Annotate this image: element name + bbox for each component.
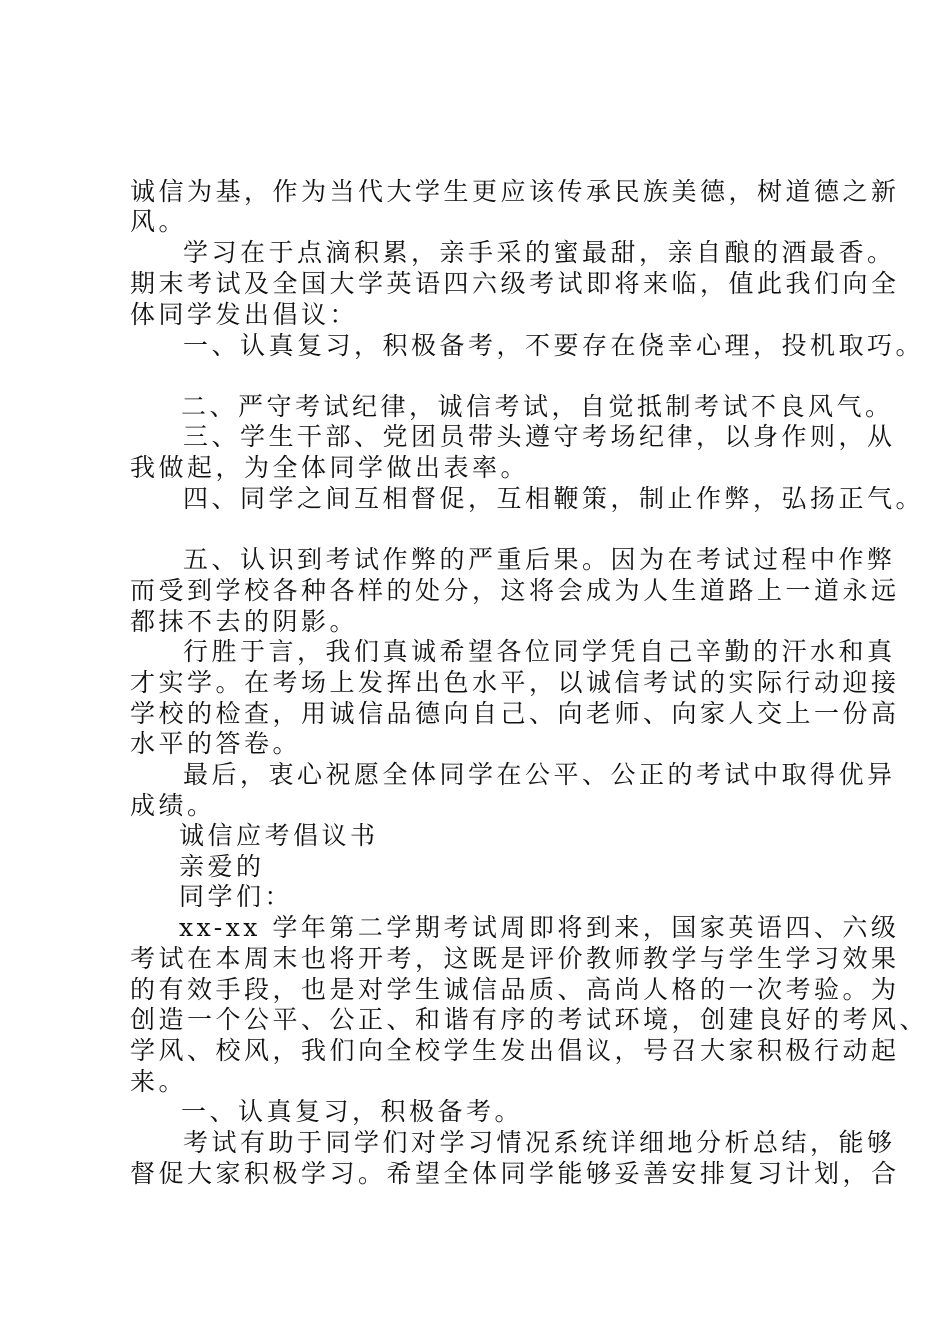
text-line: 二、严守考试纪律，诚信考试，自觉抵制考试不良风气。 (181, 392, 894, 421)
text-line: 成绩。 (130, 791, 216, 820)
text-line: 四、同学之间互相督促，互相鞭策，制止作弊，弘扬正气。 (183, 484, 925, 513)
text-line: 学习在于点滴积累，亲手采的蜜最甜，亲自酿的酒最香。 (183, 238, 896, 267)
text-line: 来。 (130, 1067, 188, 1096)
text-line: 体同学发出倡议： (130, 300, 359, 329)
text-line: 诚信为基，作为当代大学生更应该传承民族美德，树道德之新 (130, 177, 900, 206)
text-line: 水平的答卷。 (130, 729, 302, 758)
text-line: 一、认真复习，积极备考，不要存在侥幸心理，投机取巧。 (183, 331, 925, 360)
text-line: 考试有助于同学们对学习情况系统详细地分析总结，能够 (183, 1128, 896, 1157)
text-line: 才实学。在考场上发挥出色水平，以诚信考试的实际行动迎接 (130, 668, 900, 697)
text-line: 行胜于言，我们真诚希望各位同学凭自己辛勤的汗水和真 (183, 637, 896, 666)
text-line: 最后，衷心祝愿全体同学在公平、公正的考试中取得优异 (183, 760, 896, 789)
text-line: 学校的检查，用诚信品德向自己、向老师、向家人交上一份高 (130, 699, 900, 728)
text-line: 考试在本周末也将开考，这既是评价教师教学与学生学习效果 (130, 944, 900, 973)
text-line: 诚信应考倡议书 (179, 821, 379, 850)
text-line: 一、认真复习，积极备考。 (181, 1097, 524, 1126)
text-line: 而受到学校各种各样的处分，这将会成为人生道路上一道永远 (130, 576, 900, 605)
text-line: 的有效手段，也是对学生诚信品质、高尚人格的一次考验。为 (130, 975, 900, 1004)
text-line: 学风、校风，我们向全校学生发出倡议，号召大家积极行动起 (130, 1036, 900, 1065)
text-line: 都抹不去的阴影。 (130, 607, 359, 636)
text-line: 五、认识到考试作弊的严重后果。因为在考试过程中作弊 (183, 545, 896, 574)
text-line: 同学们： (179, 882, 294, 911)
text-line: 三、学生干部、党团员带头遵守考场纪律，以身作则，从 (183, 422, 896, 451)
text-line: 创造一个公平、公正、和谐有序的考试环境，创建良好的考风、 (130, 1005, 929, 1034)
text-line: 督促大家积极学习。希望全体同学能够妥善安排复习计划，合 (130, 1159, 900, 1188)
text-line: xx-xx 学年第二学期考试周即将到来，国家英语四、六级 (179, 913, 900, 942)
text-line: 风。 (130, 207, 188, 236)
text-line: 期末考试及全国大学英语四六级考试即将来临，值此我们向全 (130, 269, 900, 298)
text-line: 我做起，为全体同学做出表率。 (130, 453, 530, 482)
text-line: 亲爱的 (179, 852, 265, 881)
